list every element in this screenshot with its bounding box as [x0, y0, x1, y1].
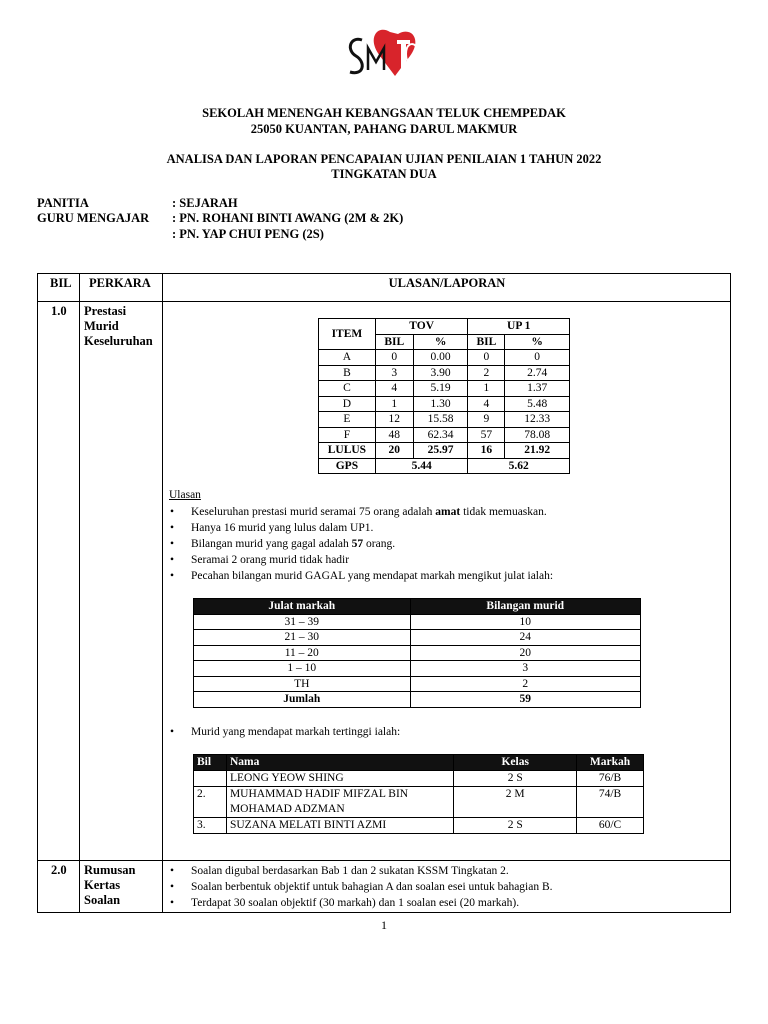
- report-title: ANALISA DAN LAPORAN PENCAPAIAN UJIAN PENILAIAN 1 TAHUN 2022: [166, 152, 602, 166]
- section1-title: Prestasi Murid Keseluruhan: [84, 304, 153, 348]
- top-table-header: Markah: [577, 755, 644, 771]
- top-students-intro: • Murid yang mendapat markah tertinggi ialah:: [170, 726, 401, 738]
- grade-table-subheader: BIL: [468, 334, 505, 350]
- top-table-header: Bil: [194, 755, 227, 771]
- col-header-perkara: PERKARA: [89, 276, 151, 290]
- ulasan-bullet: • Hanya 16 murid yang lulus dalam UP1.: [170, 522, 374, 534]
- panitia-value: : SEJARAH: [172, 196, 238, 210]
- top-students-table: [193, 754, 644, 834]
- range-row: 31 – 39 10: [194, 614, 641, 630]
- top-student-row: LEONG YEOW SHING 2 S 76/B: [194, 771, 644, 787]
- grade-table-up1-header: UP 1: [468, 319, 570, 335]
- col-header-ulasan: ULASAN/LAPORAN: [388, 276, 506, 290]
- top-student-row: 2. MUHAMMAD HADIF MIFZAL BIN MOHAMAD ADZMAN 2 M 74/B: [194, 787, 644, 818]
- range-row: TH 2: [194, 676, 641, 692]
- range-table: [193, 598, 641, 708]
- report-form: TINGKATAN DUA: [331, 167, 437, 181]
- range-table-header: Bilangan murid: [410, 599, 641, 615]
- grade-table: [318, 318, 570, 474]
- ulasan-bullet: • Keseluruhan prestasi murid seramai 75 orang adalah amat tidak memuaskan.: [170, 506, 547, 518]
- ulasan-bullet: • Seramai 2 orang murid tidak hadir: [170, 554, 350, 566]
- grade-row: D 1 1.30 4 5.48: [319, 396, 570, 412]
- range-row: 21 – 30 24: [194, 630, 641, 646]
- col-divider-1: [79, 273, 80, 913]
- top-student-row: 3. SUZANA MELATI BINTI AZMI 2 S 60/C: [194, 818, 644, 834]
- range-row: 1 – 10 3: [194, 661, 641, 677]
- school-name: SEKOLAH MENENGAH KEBANGSAAN TELUK CHEMPEDAK: [202, 106, 566, 120]
- grade-row: B 3 3.90 2 2.74: [319, 365, 570, 381]
- ulasan-label: Ulasan: [169, 489, 201, 501]
- top-table-header: Kelas: [454, 755, 577, 771]
- grade-table-subheader: %: [505, 334, 570, 350]
- range-table-header: Julat markah: [194, 599, 411, 615]
- grade-table-item-header: ITEM: [319, 319, 376, 350]
- grade-row: F 48 62.34 57 78.08: [319, 427, 570, 443]
- school-address: 25050 KUANTAN, PAHANG DARUL MAKMUR: [250, 122, 518, 136]
- grade-row-lulus: LULUS 20 25.97 16 21.92: [319, 443, 570, 459]
- grade-table-tov-header: TOV: [375, 319, 468, 335]
- guru-value-2: : PN. YAP CHUI PENG (2S): [172, 227, 324, 241]
- school-logo: [340, 26, 426, 88]
- grade-row: E 12 15.58 9 12.33: [319, 412, 570, 428]
- grade-table-subheader: %: [413, 334, 468, 350]
- col-divider-2: [162, 273, 163, 913]
- section1-number: 1.0: [51, 304, 67, 318]
- header-divider: [37, 301, 731, 302]
- range-row-total: Jumlah 59: [194, 692, 641, 708]
- ulasan-bullet: • Pecahan bilangan murid GAGAL yang mendapat markah mengikut julat ialah:: [170, 570, 554, 582]
- section2-title: Rumusan Kertas Soalan: [84, 863, 136, 907]
- section2-bullet: • Soalan digubal berdasarkan Bab 1 dan 2 sukatan KSSM Tingkatan 2.: [170, 865, 509, 877]
- col-header-bil: BIL: [50, 276, 72, 290]
- ulasan-bullet: • Bilangan murid yang gagal adalah 57 orang.: [170, 538, 396, 550]
- range-row: 11 – 20 20: [194, 645, 641, 661]
- section2-bullet: • Terdapat 30 soalan objektif (30 markah) dan 1 soalan esei (20 markah).: [170, 897, 520, 909]
- panitia-label: PANITIA: [37, 196, 89, 210]
- page-number: 1: [381, 918, 387, 932]
- grade-row: C 4 5.19 1 1.37: [319, 381, 570, 397]
- grade-row: A 0 0.00 0 0: [319, 350, 570, 366]
- section2-bullets: [170, 863, 710, 911]
- top-table-header: Nama: [226, 755, 453, 771]
- guru-value-1: : PN. ROHANI BINTI AWANG (2M & 2K): [172, 211, 404, 225]
- grade-table-subheader: BIL: [375, 334, 413, 350]
- guru-label: GURU MENGAJAR: [37, 211, 150, 225]
- section-divider: [37, 860, 731, 861]
- section2-bullet: • Soalan berbentuk objektif untuk bahagian A dan soalan esei untuk bahagian B.: [170, 881, 553, 893]
- section2-number: 2.0: [51, 863, 67, 877]
- ulasan-bullets: [170, 504, 670, 586]
- grade-row-gps: GPS 5.44 5.62: [319, 458, 570, 474]
